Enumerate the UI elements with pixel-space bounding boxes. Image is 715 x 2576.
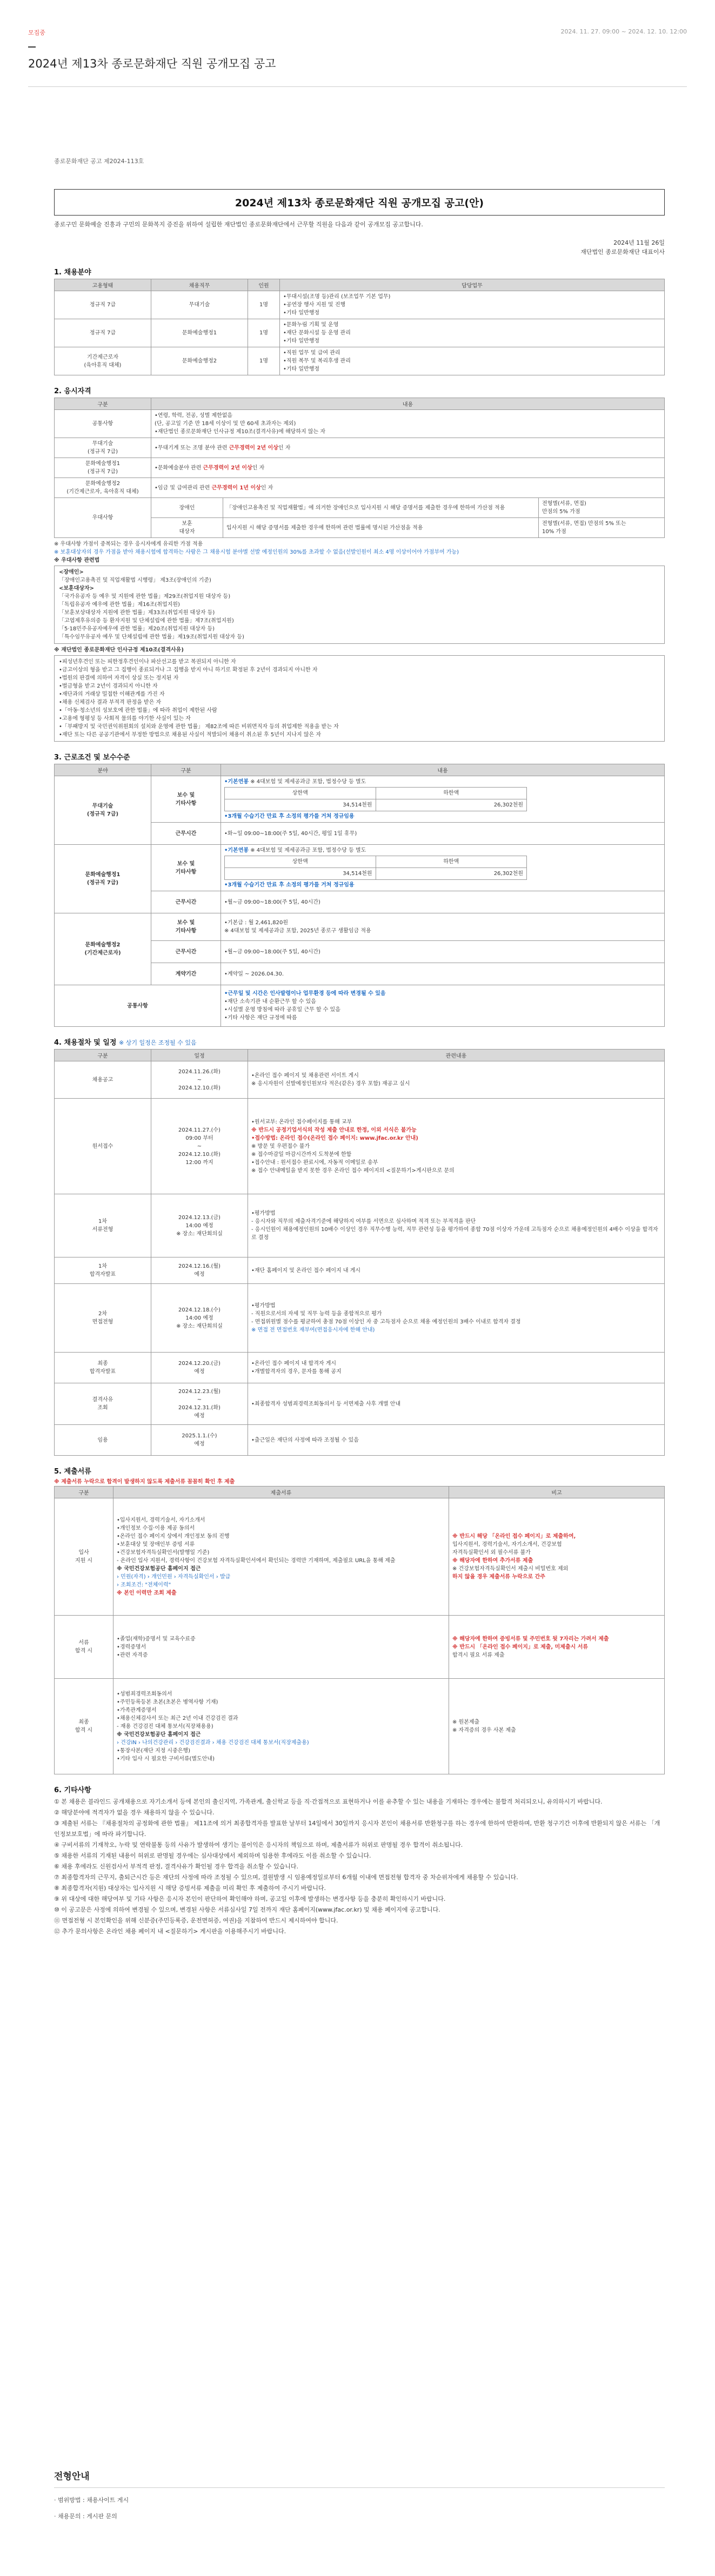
col-kind: 구분 bbox=[151, 764, 221, 776]
detail-line: - 응시자와 직무의 제출자격기준에 해당하지 여부를 서면으로 심사하며 적격 또는 부적격을 판단 bbox=[251, 1219, 476, 1225]
notice-intro: 종로구민 문화예술 진흥과 구민의 문화복지 증진을 위하여 설립한 재단법인 종로문화재단에서 근무할 직원을 다음과 같이 공개모집 공고합니다. bbox=[54, 221, 423, 228]
rule-line: •피성년후견인 또는 피한정후견인이나 파산선고를 받고 복권되지 아니한 자 bbox=[59, 659, 236, 665]
guide-title: 전형안내 bbox=[54, 2471, 90, 2482]
doc-line: •기타 입사 시 필요한 구비서류(별도안내) bbox=[117, 1756, 215, 1762]
cond-field: 문화예술행정1 (정규직 7급) bbox=[55, 845, 151, 913]
note-text: ※ 반드시 해당 「온라인 접수 페이지」로 제출하여, bbox=[452, 1534, 576, 1539]
docs-note bbox=[449, 1616, 665, 1679]
doc-line: ※ 본인 이력만 조회 제출 bbox=[117, 1590, 177, 1596]
position-count: 1명 bbox=[248, 291, 280, 319]
doc-line: •온라인 접수 페이지 상에서 개인정보 동의 진행 bbox=[117, 1534, 230, 1539]
section4-heading bbox=[54, 1037, 665, 1047]
common-line: •근무일 및 시간은 인사발령이나 업무환경 등에 따라 변경될 수 있음 bbox=[224, 991, 386, 997]
doc-line: •성범죄경력조회동의서 bbox=[117, 1691, 172, 1697]
schedule-detail bbox=[248, 1061, 665, 1099]
detail-line: •접수방법: 온라인 접수(온라인 접수 페이지: www.jfac.or.kr 안내) bbox=[251, 1135, 418, 1141]
schedule-stage: 결격사유 조회 bbox=[55, 1383, 151, 1425]
schedule-date: 2024.12.18.(수) 14:00 예정 ※ 장소: 재단회의실 bbox=[151, 1284, 248, 1353]
etc-line: ⑧ 최종합격자(지원) 대상자는 입사지원 시 해당 증빙서류 제출을 미리 확인 후 제출하여 주시기 바랍니다. bbox=[54, 1885, 326, 1892]
table-row bbox=[55, 1425, 665, 1456]
note-line: ※ 건강보험자격득실확인서 제출시 비밀번호 제외 bbox=[452, 1566, 569, 1572]
schedule-date: 2024.11.26.(화) ~ 2024.12.10.(화) bbox=[151, 1061, 248, 1099]
doc-line: › 민원(자격) › 개인민원 › 자격득실확인서 › 발급 bbox=[117, 1574, 231, 1580]
pay-min-label: 상한액 bbox=[225, 856, 376, 868]
position-type: 기간제근로자 (육아휴직 대체) bbox=[55, 347, 151, 375]
table-row bbox=[55, 845, 665, 891]
doc-line: •관련 자격증 bbox=[117, 1652, 148, 1658]
cond-kind: 보수 및 기타사항 bbox=[151, 776, 221, 823]
col-date: 일정 bbox=[151, 1050, 248, 1061]
cond-kind: 계약기간 bbox=[151, 963, 221, 985]
col-category: 구분 bbox=[55, 398, 151, 410]
doc-line: •채용신체검사서 또는 최근 2년 이내 건강검진 결과 bbox=[117, 1715, 238, 1721]
detail-line: •재단 홈페이지 및 온라인 접수 페이지 내 게시 bbox=[251, 1267, 361, 1274]
table-row bbox=[55, 1353, 665, 1383]
pay-base-line bbox=[224, 846, 661, 855]
etc-line: ⑫ 추가 문의사항은 온라인 채용 페이지 내 <질문하기> 게시판을 이용해주시기 바랍니다. bbox=[54, 1928, 286, 1935]
qual-text: 인 자 bbox=[252, 465, 265, 471]
rule-line: •채용 신체검사 결과 부적격 판정을 받은 자 bbox=[59, 700, 162, 705]
law-line: 「5·18민주유공자예우에 관한 법률」제20조(취업지원 대상자 등) bbox=[59, 626, 215, 632]
schedule-detail bbox=[248, 1383, 665, 1425]
table-row bbox=[55, 1257, 665, 1284]
qual-text: 인 자 bbox=[278, 445, 291, 451]
admin2-pay-note: ※ 4대보험 및 제세공과금 포함, 2025년 종로구 생활임금 적용 bbox=[224, 928, 371, 934]
doc-line: - 재용 건강검진 대체 통보서(직장채용용) bbox=[117, 1723, 213, 1730]
rule-line: •벌금형을 받고 2년이 경과되지 아니한 자 bbox=[59, 683, 158, 689]
table-row bbox=[55, 1498, 665, 1616]
notice-signer: 재단법인 종로문화재단 대표이사 bbox=[580, 248, 665, 255]
section3-heading: 3. 근로조건 및 보수수준 bbox=[54, 754, 130, 762]
note-line: ※ 자격증의 경우 사본 제출 bbox=[452, 1727, 516, 1733]
etc-line: ④ 구비서류의 기재착오, 누락 및 연락불통 등의 사유가 발생하여 생기는 불이익은 응시자의 책임으로 하며, 제출서류가 허위로 판명될 경우 합격이 취소됩니다. bbox=[54, 1841, 463, 1848]
pay-base-line bbox=[224, 778, 661, 786]
docs-list bbox=[113, 1616, 449, 1679]
notice-title: 2024년 제13차 종로문화재단 직원 공개모집 공고(안) bbox=[54, 189, 665, 216]
section4-note: ※ 상기 일정은 조정될 수 있음 bbox=[119, 1039, 197, 1046]
etc-line: ① 본 채용은 블라인드 공개채용으로 자기소개서 등에 본인의 출신지역, 가족관계, 출신학교 등을 직·간접적으로 표현하거나 이를 유추할 수 있는 내용을 기재하는 경우에는 불합격 처리되오니, 유의하시기 바랍니다. bbox=[54, 1798, 603, 1805]
detail-line: •평가방법 bbox=[251, 1303, 276, 1309]
law-line: 「독립유공자 예우에 관한 법률」제16조(취업지원) bbox=[59, 602, 180, 608]
cond-kind: 근무시간 bbox=[151, 891, 221, 913]
schedule-date: 2024.12.23.(월) ~ 2024.12.31.(화) 예정 bbox=[151, 1383, 248, 1425]
detail-line: ※ 면접 전 면접번호 재부여(면접응시자에 한해 안내) bbox=[251, 1327, 375, 1333]
schedule-stage: 최종 합격자발표 bbox=[55, 1353, 151, 1383]
admin2-pay-line: •기본급 : 월 2,461,820원 bbox=[224, 920, 288, 926]
doc-line: •건강보험자격득실확인서(발행일 기준) bbox=[117, 1550, 210, 1556]
qual-text: •문화예술분야 관련 bbox=[155, 465, 203, 471]
header-divider bbox=[28, 86, 687, 87]
rule-line: •법원의 판결에 의하여 자격이 상실 또는 정지된 자 bbox=[59, 675, 179, 681]
etc-line: ③ 제출된 서류는 『채용절차의 공정화에 관한 법률』 제11조에 의거 최종합격자를 발표한 날부터 14일에서 30일까지 응시자 본인이 채용서류 반환청구를 하는 경우에 한하여 반환하며, 반환 청구기간 이후에 반환되지 않은 서류는 「개인정보보호법」에 따라 파기합니다. bbox=[54, 1820, 660, 1838]
qual-highlight: 근무경력이 2년 이상 bbox=[229, 445, 278, 451]
rule-line: •재단 또는 다른 공공기관에서 부정한 방법으로 채용된 사실이 적발되어 채용이 취소된 후 5년이 지나지 않은 자 bbox=[59, 732, 321, 738]
etc-line: ⑩ 이 공고문은 사정에 의하여 변경될 수 있으며, 변경된 사항은 서류심사일 7일 전까지 재단 홈페이지(www.jfac.or.kr) 및 채용 페이지에 공고합니다. bbox=[54, 1906, 440, 1913]
schedule-detail bbox=[248, 1425, 665, 1456]
schedule-detail bbox=[248, 1257, 665, 1284]
col-content: 내용 bbox=[221, 764, 665, 776]
col-when: 구분 bbox=[55, 1487, 113, 1498]
pay-base-label: •기본연봉 bbox=[224, 779, 249, 785]
pay-max-label: 하한액 bbox=[376, 856, 527, 868]
doc-line: •가족관계증명서 bbox=[117, 1707, 157, 1713]
detail-line: •평가방법 bbox=[251, 1210, 276, 1216]
position-job: 문화예술행정1 bbox=[151, 319, 248, 347]
section6-heading: 6. 기타사항 bbox=[54, 1786, 91, 1794]
pay-min-label: 상한액 bbox=[225, 788, 376, 799]
law-line: 「국가유공자 등 예우 및 지원에 관한 법률」제29조(취업지원 대상자 등) bbox=[59, 594, 231, 600]
pay-min-value: 34,514천원 bbox=[225, 799, 376, 811]
notice-number: 종로문화재단 공고 제2024-113호 bbox=[54, 158, 144, 165]
law-line: <장애인> bbox=[59, 569, 84, 575]
doc-line: •경력증명서 bbox=[117, 1644, 146, 1650]
section1-heading: 1. 채용분야 bbox=[54, 268, 91, 277]
position-type: 정규직 7급 bbox=[55, 291, 151, 319]
recruit-period: 2024. 11. 27. 09:00 ~ 2024. 12. 10. 12:00 bbox=[560, 28, 687, 35]
col-stage: 구분 bbox=[55, 1050, 151, 1061]
qual-common: •연령, 학력, 전공, 성별 제한없음 (단, 공고일 기준 만 18세 이상이 및 만 60세 초과자는 제외) •재단법인 종로문화재단 인사규정 제10조(결격사유)에 해당하지 않는 자 bbox=[151, 410, 665, 438]
table-row bbox=[55, 438, 665, 458]
pref-note: ※ 보훈대상자의 경우 가점을 받아 채용시험에 합격하는 사람은 그 채용시험 분야별 선발 예정인원의 30%를 초과할 수 없음(선발인원이 최소 4명 이상이어야 가점부여 가능) bbox=[54, 549, 459, 555]
docs-when: 입사 지원 시 bbox=[55, 1498, 113, 1616]
probation-note: •3개월 수습기간 만료 후 소정의 평가를 거쳐 정규임용 bbox=[224, 882, 355, 888]
schedule-detail bbox=[248, 1099, 665, 1194]
detail-line: ※ 접수마감일 마감시간까지 도착분에 한함 bbox=[251, 1151, 352, 1158]
detail-line: - 직원으로서의 자세 및 직무 능력 등을 종합적으로 평가 bbox=[251, 1311, 382, 1317]
pay-range-table bbox=[224, 787, 527, 811]
cond-pay bbox=[221, 776, 665, 823]
notice-document bbox=[54, 157, 665, 1937]
schedule-date: 2024.12.13.(금) 14:00 예정 ※ 장소: 재단회의실 bbox=[151, 1194, 248, 1257]
cond-common bbox=[221, 985, 665, 1027]
position-job: 문화예술행정2 bbox=[151, 347, 248, 375]
doc-line: •개인정보 수집·이용 제공 동의서 bbox=[117, 1525, 195, 1531]
note-line: ※ 해당자에 한하여 추가서류 제출 bbox=[452, 1558, 533, 1564]
post-header bbox=[28, 28, 687, 71]
col-detail: 관련내용 bbox=[248, 1050, 665, 1061]
section5-note: ※ 제출서류 누락으로 합격이 발생하지 않도록 제출서류 꼼꼼히 확인 후 제출 bbox=[54, 1479, 235, 1485]
doc-line: › 조회조건: "전체이력" bbox=[117, 1582, 171, 1588]
note-line: ※ 해당자에 한하여 증빙서류 및 주민번호 뒷 7자리는 가려서 제출 bbox=[452, 1636, 609, 1642]
section4-title: 4. 채용절차 및 일정 bbox=[54, 1039, 117, 1047]
pref-score: 전형별(서류, 면접) 만점의 5% 가점 bbox=[539, 498, 665, 518]
schedule-detail bbox=[248, 1353, 665, 1383]
table-row bbox=[55, 1616, 665, 1679]
rule-title: ※ 재단법인 종로문화재단 인사규정 제10조(결격사유) bbox=[54, 647, 184, 653]
col-job: 채용직무 bbox=[151, 279, 248, 291]
etc-line: ⑤ 채용한 서류의 기재된 내용이 허위로 판명될 경우에는 심사대상에서 제외하며 임용한 후에라도 이를 취소할 수 있습니다. bbox=[54, 1852, 371, 1859]
doc-line: •졸업(재학)증명서 및 교육수료증 bbox=[117, 1636, 196, 1642]
section2-heading: 2. 응시자격 bbox=[54, 387, 91, 395]
qual-label: 공통사항 bbox=[55, 410, 151, 438]
table-row bbox=[55, 347, 665, 375]
conditions-table bbox=[54, 764, 665, 1027]
col-duties: 담당업무 bbox=[280, 279, 665, 291]
detail-line: •최종합격자 성범죄경력조회동의서 등 서면제출 사후 개별 안내 bbox=[251, 1401, 401, 1407]
pref-kind: 보훈 대상자 bbox=[151, 518, 223, 538]
pay-range-table bbox=[224, 856, 527, 880]
col-note: 비고 bbox=[449, 1487, 665, 1498]
cond-kind: 근무시간 bbox=[151, 823, 221, 845]
position-duties: •문화누림 기획 및 운영 •재단 문화시설 등 운영 관리 •기타 일반행정 bbox=[280, 319, 665, 347]
law-line: 「장애인고용촉진 및 직업재활법 시행령」 제3조(장애인의 기준) bbox=[59, 577, 211, 583]
table-row bbox=[55, 913, 665, 941]
schedule-date: 2025.1.1.(수) 예정 bbox=[151, 1425, 248, 1456]
qual-label: 우대사항 bbox=[55, 498, 151, 538]
pref-note: ※ 우대사항 가점이 중복되는 경우 응시자에게 유리한 가점 적용 bbox=[54, 541, 203, 547]
table-row bbox=[55, 291, 665, 319]
table-row bbox=[55, 985, 665, 1027]
pay-max-value: 26,302천원 bbox=[376, 868, 527, 880]
cond-kind: 보수 및 기타사항 bbox=[151, 913, 221, 941]
doc-line: •통장사본(재단 지정 시중은행) bbox=[117, 1747, 190, 1754]
detail-line: •온라인 접수 페이지 및 채용관련 서이트 게시 bbox=[251, 1073, 359, 1079]
section5-heading: 5. 제출서류 bbox=[54, 1468, 91, 1476]
col-docs: 제출서류 bbox=[113, 1487, 449, 1498]
pay-max-label: 하한액 bbox=[376, 788, 527, 799]
schedule-stage: 원서접수 bbox=[55, 1099, 151, 1194]
cond-time: •화~일 09:00~18:00(주 5일, 40시간, 평일 1일 휴무) bbox=[221, 823, 665, 845]
qual-text: •무대기계 또는 조명 분야 관련 bbox=[155, 445, 229, 451]
table-row bbox=[55, 498, 665, 518]
pref-text: 입사지원 시 해당 증명서를 제출한 경우에 한하며 관련 법률에 명시된 가산점을 적용 bbox=[223, 518, 539, 538]
pref-kind: 장애인 bbox=[151, 498, 223, 518]
schedule-detail bbox=[248, 1194, 665, 1257]
guide-divider bbox=[54, 2487, 665, 2488]
etc-line: ⑨ 위 대상에 대한 해당여부 및 기타 사항은 응시자 본인이 판단하여 확인해야 하며, 공고일 이후에 발생하는 변경사항 등을 충분히 확인하시기 바랍니다. bbox=[54, 1895, 446, 1902]
col-field: 분야 bbox=[55, 764, 151, 776]
note-line: 합격시 필요 서류 제출 bbox=[452, 1652, 505, 1658]
pay-max-value: 26,302천원 bbox=[376, 799, 527, 811]
detail-line: •온라인 접수 페이지 내 합격자 게시 bbox=[251, 1361, 337, 1367]
etc-list bbox=[54, 1797, 665, 1937]
detail-line: ※ 응시자원이 선발예정인원보다 적은(같은) 경우 포함) 재공고 실시 bbox=[251, 1081, 410, 1087]
cond-field: 공통사항 bbox=[55, 985, 221, 1027]
notice-dateline bbox=[54, 238, 665, 257]
schedule-stage: 채용공고 bbox=[55, 1061, 151, 1099]
rule-line: •「아동·청소년의 성보호에 관한 법률」에 따라 취업이 제한된 사람 bbox=[59, 708, 217, 714]
schedule-date: 2024.12.16.(월) 예정 bbox=[151, 1257, 248, 1284]
schedule-table bbox=[54, 1049, 665, 1456]
rule-box bbox=[54, 655, 665, 742]
table-row bbox=[55, 478, 665, 498]
col-type: 고용형태 bbox=[55, 279, 151, 291]
note-line: 자격득실확인서 외 필수서류 불가 bbox=[452, 1550, 531, 1556]
detail-line: •원서교부: 온라인 접수페이지를 통해 교부 bbox=[251, 1119, 352, 1125]
col-content: 내용 bbox=[151, 398, 665, 410]
table-row bbox=[55, 1383, 665, 1425]
qual-text: 인 자 bbox=[260, 485, 273, 491]
table-row bbox=[55, 1099, 665, 1194]
position-duties: •무대시설(조명 등)관리 (보조업무 기본 업무) •공연장 행사 지원 및 진행 •기타 일반행정 bbox=[280, 291, 665, 319]
position-count: 1명 bbox=[248, 319, 280, 347]
qual-highlight: 근무경력이 2년 이상 bbox=[203, 465, 252, 471]
note-line: ※ 원본제출 bbox=[452, 1719, 480, 1725]
docs-when: 서류 합격 시 bbox=[55, 1616, 113, 1679]
doc-line: ※ 국민건강보험공단 홈페이지 접근 bbox=[117, 1566, 201, 1572]
common-line: •시설별 운영 방침에 따라 공휴일 근무 할 수 있음 bbox=[224, 1007, 340, 1013]
qual-label: 문화예술행정1 (정규직 7급) bbox=[55, 458, 151, 478]
qual-label: 무대기술 (정규직 7급) bbox=[55, 438, 151, 458]
note-line: 하지 않을 경우 제출서류 누락으로 간주 bbox=[452, 1574, 545, 1580]
law-line: 「특수임무유공자 예우 및 단체설립에 관한 법률」제19조(취업지원 대상자 등) bbox=[59, 634, 244, 640]
cond-field: 문화예술행정2 (기간제근로자) bbox=[55, 913, 151, 985]
pay-base-label: •기본연봉 bbox=[224, 848, 249, 853]
etc-line: ⑦ 최종합격자의 근무지, 출퇴근시간 등은 재단의 사정에 따라 조정될 수 있으며, 결원발생 시 임용예정일로부터 6개월 이내에 면접전형 합격자 중 차순위자에게 채용할 수 있습니다. bbox=[54, 1874, 518, 1881]
cond-time: •월~금 09:00~18:00(주 5일, 40시간) bbox=[221, 891, 665, 913]
docs-note bbox=[449, 1498, 665, 1616]
divider-dash bbox=[28, 46, 36, 48]
rule-line: •재단과의 거래상 밀접한 이해관계를 가진 자 bbox=[59, 691, 165, 697]
pref-law-title: ※ 우대사항 관련법 bbox=[54, 557, 100, 563]
detail-line: •개별합격자의 경우, 문자를 통해 공지 bbox=[251, 1369, 342, 1375]
cond-time: •월~금 09:00~18:00(주 5일, 40시간) bbox=[221, 941, 665, 963]
law-line: <보훈대상자> bbox=[59, 586, 95, 591]
schedule-date: 2024.12.20.(금) 예정 bbox=[151, 1353, 248, 1383]
cond-contract: •계약일 ~ 2026.04.30. bbox=[221, 963, 665, 985]
note-line bbox=[452, 1532, 661, 1541]
pref-notes bbox=[54, 540, 665, 564]
doc-line: •주민등록등본 초본(초본은 병역사항 기재) bbox=[117, 1699, 218, 1705]
position-count: 1명 bbox=[248, 347, 280, 375]
detail-line: ※ 방문 및 우편접수 불가 bbox=[251, 1143, 310, 1149]
doc-line: › 건강iN › 나의건강관리 › 건강검진결과 › 채용 건강검진 대체 통보서(직장제출용) bbox=[117, 1739, 309, 1746]
guide-list bbox=[54, 2492, 129, 2525]
doc-line: ※ 국민건강보험공단 홈페이지 접근 bbox=[117, 1731, 201, 1738]
cond-kind: 근무시간 bbox=[151, 941, 221, 963]
etc-line: ② 해당분야에 적격자가 없을 경우 채용하지 않을 수 있습니다. bbox=[54, 1809, 215, 1816]
common-line: •기타 사항은 재단 규정에 따름 bbox=[224, 1015, 297, 1021]
detail-line: - 면접위원별 점수를 평균하여 총점 70점 이상인 자 중 고득점자 순으로 채용 예정인원의 3배수 이내로 합격자 결정 bbox=[251, 1319, 521, 1325]
pay-base-note: ※ 4대보험 및 제세공과금 포함, 법정수당 등 별도 bbox=[249, 848, 366, 853]
cond-pay bbox=[221, 845, 665, 891]
table-row bbox=[55, 319, 665, 347]
detail-line: •출근일은 재단의 사정에 따라 조정될 수 있음 bbox=[251, 1437, 359, 1443]
schedule-date: 2024.11.27.(수) 09:00 부터 ~ 2024.12.10.(화) 12:00 까지 bbox=[151, 1099, 248, 1194]
cond-kind: 보수 및 기타사항 bbox=[151, 845, 221, 891]
law-line: 「보훈보상대상자 지원에 관한 법률」제33조(취업지원 대상자 등) bbox=[59, 610, 215, 616]
table-row bbox=[55, 1061, 665, 1099]
position-duties: •직원 업무 및 급여 관리 •직원 복무 및 복리후생 관리 •기타 일반행정 bbox=[280, 347, 665, 375]
rule-line: •금고이상의 형을 받고 그 집행이 종료되거나 그 집행을 받지 아니 하기로 확정된 후 2년이 경과되지 아니한 자 bbox=[59, 667, 318, 673]
position-job: 무대기술 bbox=[151, 291, 248, 319]
schedule-stage: 1차 합격자발표 bbox=[55, 1257, 151, 1284]
detail-line: - 응시인원이 채용예정인원의 10배수 이상인 경우 직무수행 능력, 직무 관련성 등을 평가하여 종합 70점 이상자 가운데 고득점자 순으로 채용예정인원의 4배수 이상을 합격자로 결정 bbox=[251, 1227, 658, 1241]
detail-line: ※ 접수 안내메일을 받지 못한 경우 온라인 접수 페이지의 <질문하기>게시판으로 문의 bbox=[251, 1167, 455, 1174]
detail-line: ※ 반드시 공정기업서식의 작성 제출 안내로 한정, 이외 서식은 불가능 bbox=[251, 1127, 417, 1133]
pay-min-value: 34,514천원 bbox=[225, 868, 376, 880]
recruiting-badge: 모집중 bbox=[28, 29, 45, 36]
docs-note bbox=[449, 1679, 665, 1774]
etc-line: ⑥ 채용 후에라도 신원검사서 부적격 판정, 결격사유가 확인될 경우 합격을 취소할 수 있습니다. bbox=[54, 1863, 298, 1870]
rule-line: •「부패방지 및 국민권익위원회의 설치와 운영에 관한 법률」 제82조에 따른 비위면직자 등의 취업제한 적용을 받는 자 bbox=[59, 724, 339, 730]
schedule-stage: 임용 bbox=[55, 1425, 151, 1456]
etc-line: ⑪ 면접전형 시 본인확인을 위해 신분증(주민등록증, 운전면허증, 여권)을 지참하여 반드시 제시하여야 합니다. bbox=[54, 1917, 338, 1924]
qual-text: •임금 및 급여관리 관련 bbox=[155, 485, 212, 491]
positions-table bbox=[54, 279, 665, 375]
qual-admin1 bbox=[151, 458, 665, 478]
detail-line: •접수안내 : 원서접수 완료시에, 자동적 이메일로 송부 bbox=[251, 1159, 378, 1166]
table-row bbox=[55, 410, 665, 438]
docs-when: 최종 합격 시 bbox=[55, 1679, 113, 1774]
position-type: 정규직 7급 bbox=[55, 319, 151, 347]
schedule-detail bbox=[248, 1284, 665, 1353]
table-row bbox=[55, 458, 665, 478]
table-row bbox=[55, 1284, 665, 1353]
schedule-stage: 1차 서류전형 bbox=[55, 1194, 151, 1257]
note-line: 입사지원서, 경력기술서, 자기소개서, 건강보험 bbox=[452, 1542, 562, 1548]
docs-list bbox=[113, 1498, 449, 1616]
notice-date: 2024년 11월 26일 bbox=[613, 239, 665, 246]
documents-table bbox=[54, 1486, 665, 1774]
note-line: ※ 반드시 「온라인 접수 페이지」로 제출, 미제출시 서류 bbox=[452, 1644, 589, 1650]
table-row bbox=[55, 776, 665, 823]
schedule-stage: 2차 면접전형 bbox=[55, 1284, 151, 1353]
guide-item: · 범위방법 : 채용사이트 게시 bbox=[54, 2497, 129, 2504]
post-title: 2024년 제13차 종로문화재단 직원 공개모집 공고 bbox=[28, 57, 276, 70]
pref-score: 전형별(서류, 면접) 만점의 5% 또는 10% 가점 bbox=[539, 518, 665, 538]
qualification-table bbox=[54, 398, 665, 538]
doc-line: •보훈대상 및 장애인부 증빙 서류 bbox=[117, 1542, 195, 1548]
pref-text: 「장애인고용촉진 및 직업재활법」에 의거한 장애인으로 입사지원 시 해당 증명서를 제출한 경우에 한하여 가산점 적용 bbox=[223, 498, 539, 518]
qual-label: 문화예술행정2 (기간제근로자, 육아휴직 대체) bbox=[55, 478, 151, 498]
cond-pay bbox=[221, 913, 665, 941]
probation-note: •3개월 수습기간 만료 후 소정의 평가를 거쳐 정규임용 bbox=[224, 813, 355, 819]
rule-line: •고용에 형평성 등 사회적 물의를 야기한 사실이 있는 자 bbox=[59, 716, 191, 722]
common-line: •재단 소속기관 내 순환근무 할 수 있음 bbox=[224, 999, 316, 1005]
doc-line: •입사지원서, 경력기술서, 자기소개서 bbox=[117, 1517, 205, 1523]
cond-field: 무대기술 (정규직 7급) bbox=[55, 776, 151, 845]
qual-stage bbox=[151, 438, 665, 458]
qual-highlight: 근무경력이 1년 이상 bbox=[211, 485, 261, 491]
guide-item: · 채용문의 : 게시판 문의 bbox=[54, 2513, 117, 2520]
law-line: 「고엽제후유의증 등 환자지원 및 단체설립에 관한 법률」제7조(취업지원) bbox=[59, 618, 234, 624]
table-row bbox=[55, 1194, 665, 1257]
pref-law-box bbox=[54, 566, 665, 644]
col-count: 인원 bbox=[248, 279, 280, 291]
table-row bbox=[55, 1679, 665, 1774]
pay-base-note: ※ 4대보험 및 제세공과금 포함, 법정수당 등 별도 bbox=[249, 779, 366, 785]
docs-list bbox=[113, 1679, 449, 1774]
doc-line: - 온라인 입사 지원서, 경력사항이 건강보험 자격득실확인서에서 확인되는 경력만 기재하며, 제출필요 URL을 통해 제출 bbox=[117, 1558, 396, 1564]
qual-admin2 bbox=[151, 478, 665, 498]
